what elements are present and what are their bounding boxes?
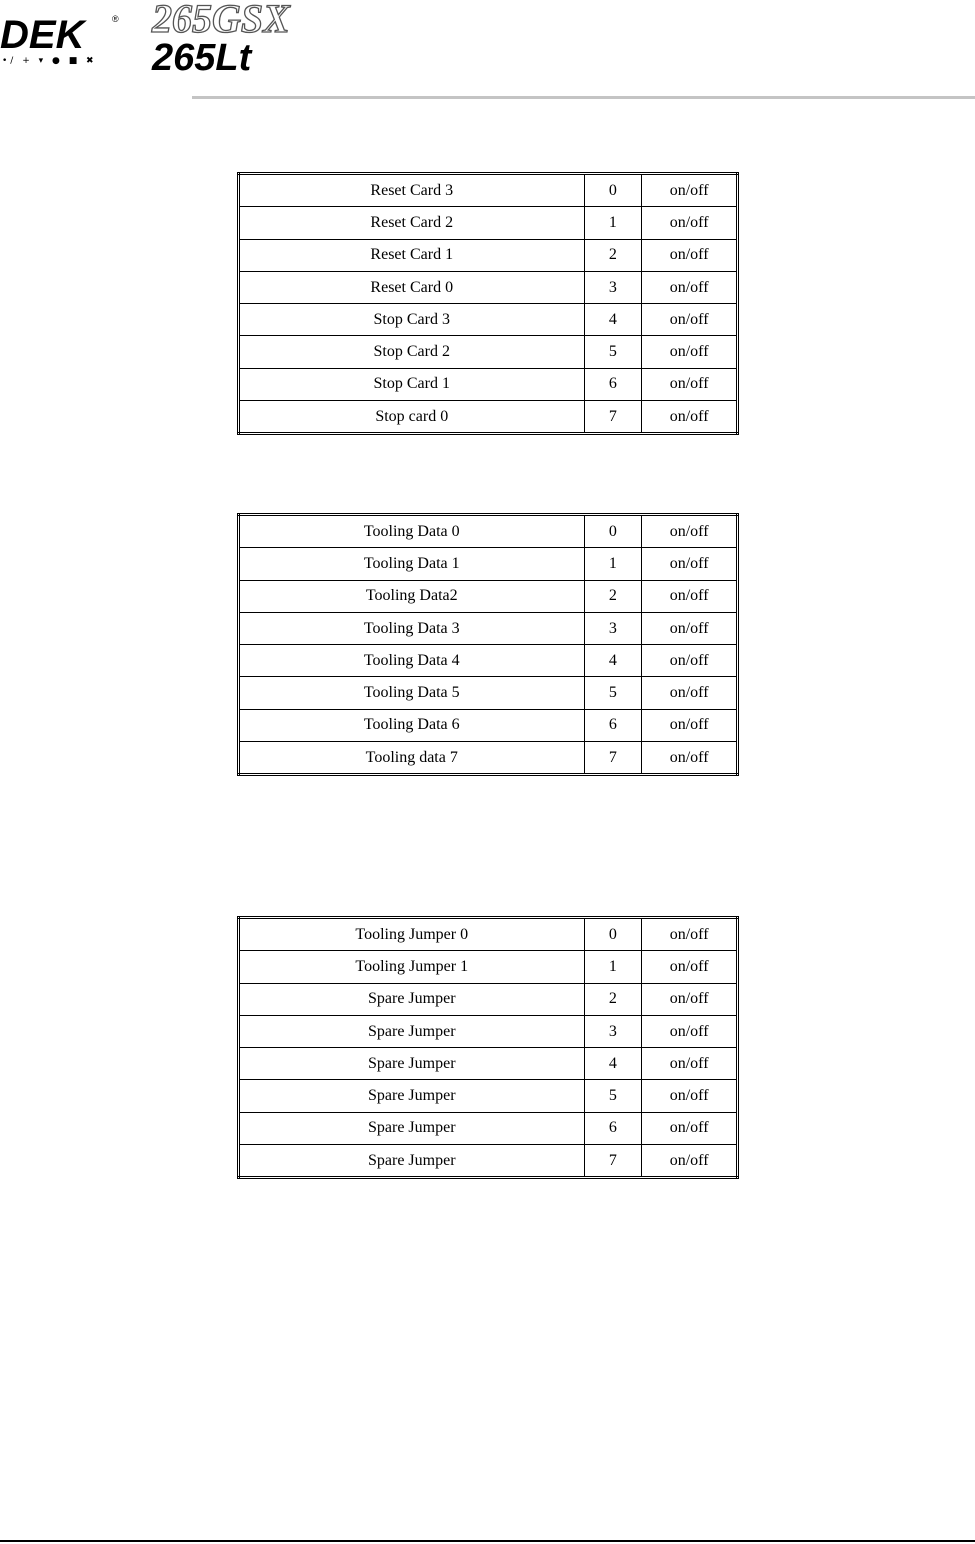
bit-number: 6 bbox=[584, 368, 642, 400]
signal-state: on/off bbox=[642, 612, 738, 644]
bit-number: 2 bbox=[584, 239, 642, 271]
bit-number: 3 bbox=[584, 612, 642, 644]
bit-number: 1 bbox=[584, 207, 642, 239]
model-265gsx-text: 265GSX bbox=[152, 0, 290, 38]
signal-name: Tooling Data2 bbox=[239, 580, 585, 612]
signal-state: on/off bbox=[642, 1048, 738, 1080]
table-row bbox=[239, 207, 738, 239]
signal-name: Stop Card 1 bbox=[239, 368, 585, 400]
signal-name: Spare Jumper bbox=[239, 1145, 585, 1178]
signal-state: on/off bbox=[642, 677, 738, 709]
bit-number: 0 bbox=[584, 918, 642, 951]
signal-name: Tooling data 7 bbox=[239, 742, 585, 775]
signal-name: Tooling Jumper 1 bbox=[239, 951, 585, 983]
dek-logo-text: DEK bbox=[0, 13, 85, 57]
signal-name: Tooling Data 6 bbox=[239, 709, 585, 741]
bit-number: 5 bbox=[584, 1080, 642, 1112]
table-row bbox=[239, 677, 738, 709]
signal-state: on/off bbox=[642, 645, 738, 677]
bit-number: 6 bbox=[584, 709, 642, 741]
signal-name: Tooling Data 5 bbox=[239, 677, 585, 709]
signal-state: on/off bbox=[642, 1145, 738, 1178]
signal-state: on/off bbox=[642, 368, 738, 400]
bit-number: 1 bbox=[584, 548, 642, 580]
dek-logo bbox=[0, 8, 125, 68]
table-row bbox=[239, 918, 738, 951]
signal-state: on/off bbox=[642, 515, 738, 548]
table-row bbox=[239, 983, 738, 1015]
signal-name: Tooling Data 3 bbox=[239, 612, 585, 644]
dek-tagline-symbols: •/ + ▾ ● ■ ✖ bbox=[2, 56, 97, 66]
table-row bbox=[239, 304, 738, 336]
signal-state: on/off bbox=[642, 1112, 738, 1144]
bit-number: 2 bbox=[584, 983, 642, 1015]
signal-state: on/off bbox=[642, 548, 738, 580]
signal-name: Stop Card 3 bbox=[239, 304, 585, 336]
signal-state: on/off bbox=[642, 336, 738, 368]
signal-name: Spare Jumper bbox=[239, 1112, 585, 1144]
signal-name: Spare Jumper bbox=[239, 1048, 585, 1080]
signal-name: Spare Jumper bbox=[239, 1015, 585, 1047]
signal-name: Stop card 0 bbox=[239, 401, 585, 434]
table-row bbox=[239, 1015, 738, 1047]
table-row bbox=[239, 951, 738, 983]
signal-state: on/off bbox=[642, 207, 738, 239]
signal-name: Reset Card 3 bbox=[239, 174, 585, 207]
model-265lt-text: 265Lt bbox=[152, 37, 252, 74]
signal-name: Tooling Data 0 bbox=[239, 515, 585, 548]
signal-name: Reset Card 1 bbox=[239, 239, 585, 271]
signal-state: on/off bbox=[642, 401, 738, 434]
table-row bbox=[239, 239, 738, 271]
table-row bbox=[239, 709, 738, 741]
bit-number: 4 bbox=[584, 645, 642, 677]
bit-number: 5 bbox=[584, 677, 642, 709]
signal-name: Tooling Data 1 bbox=[239, 548, 585, 580]
bit-number: 4 bbox=[584, 304, 642, 336]
signal-state: on/off bbox=[642, 709, 738, 741]
bit-number: 1 bbox=[584, 951, 642, 983]
signal-name: Spare Jumper bbox=[239, 1080, 585, 1112]
bit-number: 6 bbox=[584, 1112, 642, 1144]
table-row bbox=[239, 742, 738, 775]
signal-state: on/off bbox=[642, 174, 738, 207]
bit-number: 5 bbox=[584, 336, 642, 368]
bit-number: 2 bbox=[584, 580, 642, 612]
header-divider bbox=[192, 96, 975, 99]
table-row bbox=[239, 1048, 738, 1080]
tooling-jumper-table bbox=[237, 916, 739, 1179]
table-row bbox=[239, 580, 738, 612]
bit-number: 7 bbox=[584, 742, 642, 775]
table-row bbox=[239, 548, 738, 580]
bit-number: 3 bbox=[584, 1015, 642, 1047]
table-row bbox=[239, 612, 738, 644]
table-row bbox=[239, 271, 738, 303]
signal-state: on/off bbox=[642, 1080, 738, 1112]
signal-state: on/off bbox=[642, 742, 738, 775]
signal-state: on/off bbox=[642, 918, 738, 951]
table-row bbox=[239, 368, 738, 400]
table-row bbox=[239, 1080, 738, 1112]
signal-state: on/off bbox=[642, 983, 738, 1015]
signal-state: on/off bbox=[642, 1015, 738, 1047]
signal-name: Reset Card 0 bbox=[239, 271, 585, 303]
signal-state: on/off bbox=[642, 580, 738, 612]
signal-name: Spare Jumper bbox=[239, 983, 585, 1015]
registered-mark: ® bbox=[112, 14, 119, 24]
bit-number: 3 bbox=[584, 271, 642, 303]
signal-state: on/off bbox=[642, 239, 738, 271]
reset-stop-card-table bbox=[237, 172, 739, 435]
signal-state: on/off bbox=[642, 271, 738, 303]
bit-number: 7 bbox=[584, 1145, 642, 1178]
model-265gsx-logo bbox=[150, 0, 370, 38]
bit-number: 4 bbox=[584, 1048, 642, 1080]
table-row bbox=[239, 174, 738, 207]
bit-number: 0 bbox=[584, 174, 642, 207]
bit-number: 7 bbox=[584, 401, 642, 434]
table-row bbox=[239, 1145, 738, 1178]
signal-name: Reset Card 2 bbox=[239, 207, 585, 239]
table-row bbox=[239, 645, 738, 677]
table-row bbox=[239, 336, 738, 368]
signal-name: Tooling Jumper 0 bbox=[239, 918, 585, 951]
signal-name: Tooling Data 4 bbox=[239, 645, 585, 677]
bit-number: 0 bbox=[584, 515, 642, 548]
table-row bbox=[239, 401, 738, 434]
table-row bbox=[239, 515, 738, 548]
signal-name: Stop Card 2 bbox=[239, 336, 585, 368]
signal-state: on/off bbox=[642, 951, 738, 983]
model-265lt-logo bbox=[150, 36, 340, 74]
tooling-data-table bbox=[237, 513, 739, 776]
footer-divider bbox=[0, 1540, 975, 1542]
signal-state: on/off bbox=[642, 304, 738, 336]
table-row bbox=[239, 1112, 738, 1144]
